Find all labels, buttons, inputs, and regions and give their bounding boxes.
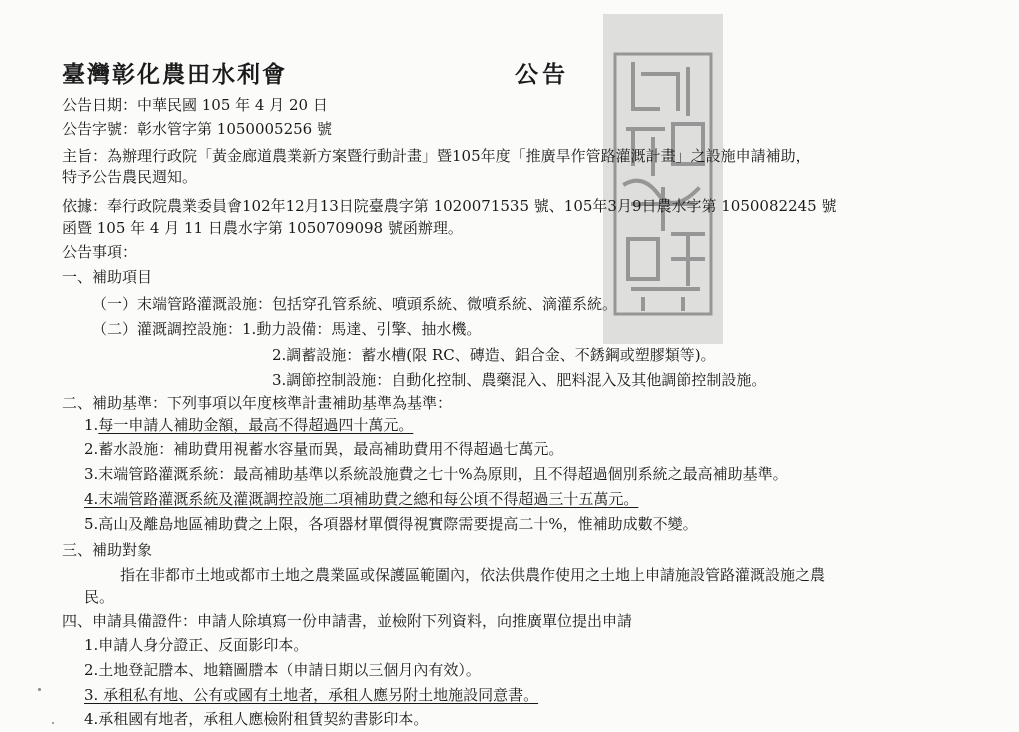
section-1-title: 一、補助項目: [62, 268, 153, 286]
section-2-item-3: 3.末端管路灌溉系統：最高補助基準以系統設施費之七十%為原則，且不得超過個別系統之最高補助基準。: [84, 465, 788, 483]
section-4-title: 四、申請具備證件：申請人除填寫一份申請書，並檢附下列資料，向推廣單位提出申請: [62, 612, 633, 630]
section-2-item-2: 2.蓄水設施：補助費用視蓄水容量而異，最高補助費用不得超過七萬元。: [84, 440, 564, 458]
organization-title: 臺灣彰化農田水利會: [62, 61, 287, 88]
section-2-item-1: [84, 416, 413, 434]
section-2-item-5: 5.高山及離島地區補助費之上限，各項器材單價得視實際需要提高二十%，惟補助成數不變。: [84, 515, 698, 533]
subject-line-1: 主旨：為辦理行政院「黃金廊道農業新方案暨行動計畫」暨105年度「推廣旱作管路灌溉計畫」之設施申請補助，: [62, 147, 811, 165]
section-2-item-4: 4.末端管路灌溉系統及灌溉調控設施二項補助費之總和每公頃不得超過三十五萬元。: [84, 490, 639, 508]
section-3-title: 三、補助對象: [62, 541, 153, 559]
announcement-label: 公告: [515, 61, 569, 88]
section-1-item-1: （一）末端管路灌溉設施：包括穿孔管系統、噴頭系統、微噴系統、滴灌系統。: [92, 295, 618, 313]
section-3-text-1: 指在非都市土地或都市土地之農業區或保護區範圍內，依法供農作使用之土地上申請施設管路灌溉設施之農: [120, 566, 826, 584]
section-1-item-2: （二）灌溉調控設施：1.動力設備：馬達、引擎、抽水機。: [92, 320, 482, 338]
reference-number: 公告字號：彰水管字第 1050005256 號: [62, 120, 332, 138]
matters-heading: 公告事項：: [62, 243, 138, 261]
official-seal: [603, 14, 723, 344]
section-4-item-1: 1.申請人身分證正、反面影印本。: [84, 636, 309, 654]
subject-line-2: 特予公告農民週知。: [62, 168, 198, 186]
scan-speck: [38, 688, 41, 691]
announcement-date: 公告日期：中華民國 105 年 4 月 20 日: [62, 96, 328, 114]
section-4-item-3: 3. 承租私有地、公有或國有土地者，承租人應另附土地施設同意書。: [84, 686, 539, 704]
basis-line-1: 依據：奉行政院農業委員會102年12月13日院臺農字第 1020071535 號、105年3月9日農水字第 1050082245 號: [62, 197, 837, 215]
section-2-item-1-text: 每一申請人補助金額，最高不得超過四十萬元。: [98, 416, 414, 434]
section-4-item-2: 2.土地登記謄本、地籍圖謄本（申請日期以三個月內有效）。: [84, 661, 481, 679]
section-3-text-2: 民。: [84, 588, 115, 606]
section-2-title: 二、補助基準：下列事項以年度核準計畫補助基準為基準：: [62, 394, 453, 412]
section-1-item-2c: 3.調節控制設施：自動化控制、農藥混入、肥料混入及其他調節控制設施。: [272, 371, 767, 389]
section-2-item-1-number: 1.: [84, 416, 99, 434]
scan-speck: [52, 722, 54, 724]
section-1-item-2b: 2.調蓄設施：蓄水槽(限 RC、磚造、鋁合金、不銹鋼或塑膠類等)。: [272, 346, 716, 364]
section-4-item-4: 4.承租國有地者，承租人應檢附租賃契約書影印本。: [84, 710, 429, 728]
basis-line-2: 函暨 105 年 4 月 11 日農水字第 1050709098 號函辦理。: [62, 219, 463, 237]
